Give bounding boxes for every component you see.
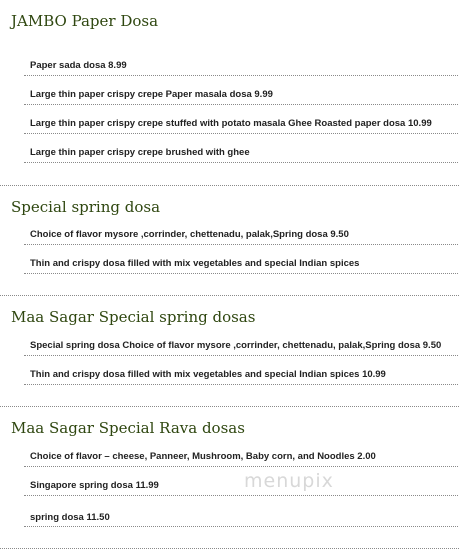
menupix-watermark: menupix — [244, 470, 334, 492]
item-divider — [24, 355, 458, 356]
menu-item: Thin and crispy dosa filled with mix vegetables and special Indian spices — [30, 258, 360, 269]
item-divider — [24, 162, 458, 163]
item-divider — [24, 495, 458, 496]
section-title-maa-sagar-rava-dosas: Maa Sagar Special Rava dosas — [11, 419, 245, 437]
section-separator — [0, 295, 459, 296]
menu-item: Choice of flavor – cheese, Panneer, Mushroom, Baby corn, and Noodles 2.00 — [30, 451, 376, 462]
item-divider — [24, 273, 458, 274]
item-divider — [24, 526, 458, 527]
section-title-special-spring-dosa: Special spring dosa — [11, 198, 161, 216]
menu-item: Large thin paper crispy crepe stuffed with potato masala Ghee Roasted paper dosa 10.99 — [30, 118, 432, 129]
menu-item: spring dosa 11.50 — [30, 512, 110, 523]
menu-item: Choice of flavor mysore ,corrinder, chettenadu, palak,Spring dosa 9.50 — [30, 229, 349, 240]
section-title-maa-sagar-spring-dosas: Maa Sagar Special spring dosas — [11, 308, 256, 326]
menu-item: Large thin paper crispy crepe Paper masala dosa 9.99 — [30, 89, 273, 100]
section-separator — [0, 548, 459, 549]
item-divider — [24, 244, 458, 245]
section-title-jambo-paper-dosa: JAMBO Paper Dosa — [11, 12, 159, 30]
item-divider — [24, 133, 458, 134]
item-divider — [24, 75, 458, 76]
section-separator — [0, 185, 459, 186]
section-separator — [0, 406, 459, 407]
menu-item: Singapore spring dosa 11.99 — [30, 480, 159, 491]
item-divider — [24, 466, 458, 467]
item-divider — [24, 384, 458, 385]
menu-item: Paper sada dosa 8.99 — [30, 60, 127, 71]
menu-item: Special spring dosa Choice of flavor mysore ,corrinder, chettenadu, palak,Spring dosa 9.50 — [30, 340, 442, 351]
menu-item: Large thin paper crispy crepe brushed with ghee — [30, 147, 250, 158]
menu-item: Thin and crispy dosa filled with mix vegetables and special Indian spices 10.99 — [30, 369, 386, 380]
item-divider — [24, 104, 458, 105]
